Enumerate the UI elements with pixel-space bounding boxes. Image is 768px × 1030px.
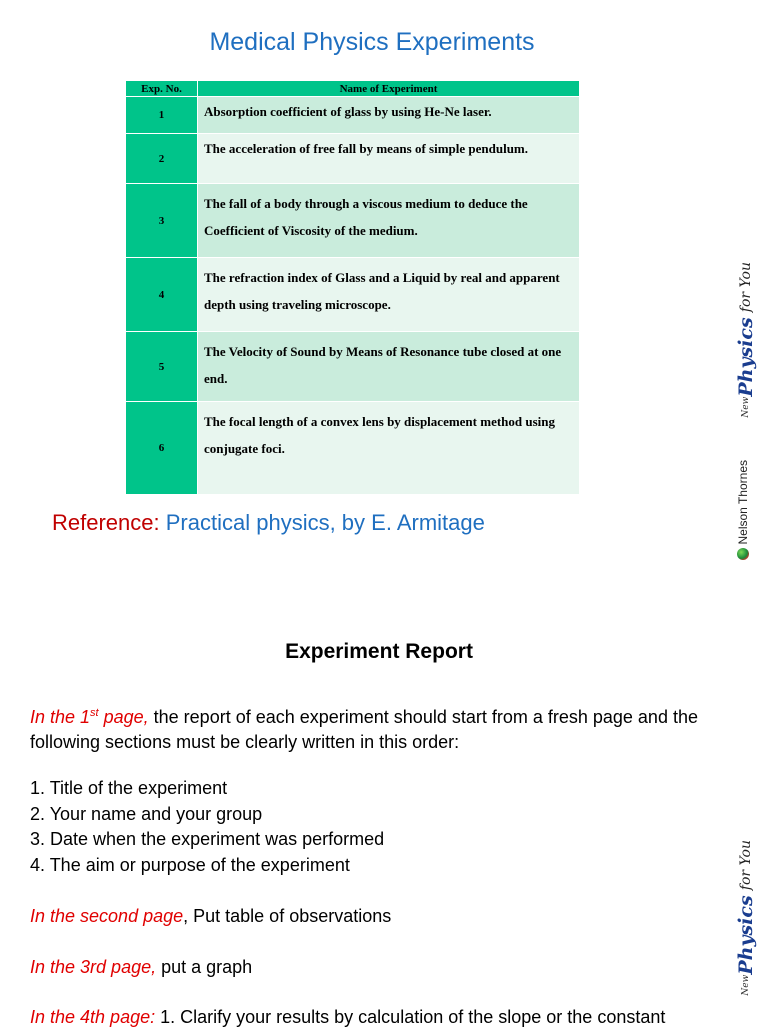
table-row <box>126 184 580 258</box>
exp-number: 2 <box>126 134 198 184</box>
first-page-text: the report of each experiment should start from a fresh page and the following sections must be clearly written in this order: <box>30 707 698 752</box>
list-item: 2. Your name and your group <box>30 803 263 824</box>
exp-name: Absorption coefficient of glass by using He-Ne laser. <box>198 97 580 134</box>
logo-new: New <box>741 974 751 996</box>
exp-name: The Velocity of Sound by Means of Resonance tube closed at one end. <box>198 332 580 402</box>
exp-number: 4 <box>126 258 198 332</box>
header-name-of-experiment: Name of Experiment <box>198 81 580 97</box>
reference-label: Reference: <box>52 510 160 535</box>
table-row <box>126 332 580 402</box>
logo-physics: Physics <box>735 895 757 975</box>
exp-name: The focal length of a convex lens by displacement method using conjugate foci. <box>198 402 580 495</box>
table-row <box>126 97 580 134</box>
reference-line <box>52 510 485 536</box>
report-paragraph-2 <box>30 904 745 929</box>
second-page-label: In the second page <box>30 906 184 926</box>
third-page-text: put a graph <box>156 957 253 977</box>
fourth-page-label: In the 4th page: <box>30 1007 156 1027</box>
exp-name: The fall of a body through a viscous medium to deduce the Coefficient of Viscosity of the medium. <box>198 184 580 258</box>
nelson-thornes-logo <box>733 460 753 575</box>
publisher-name: Nelson Thornes <box>736 460 750 545</box>
first-page-label-a: In the 1 <box>30 707 91 727</box>
table-row <box>126 258 580 332</box>
globe-icon <box>737 548 749 560</box>
list-item: 4. The aim or purpose of the experiment <box>30 854 350 875</box>
header-exp-no: Exp. No. <box>126 81 198 97</box>
exp-name: The refraction index of Glass and a Liquid by real and apparent depth using traveling microscope. <box>198 258 580 332</box>
exp-number: 1 <box>126 97 198 134</box>
first-page-label <box>30 707 149 727</box>
exp-number: 3 <box>126 184 198 258</box>
exp-name: The acceleration of free fall by means of simple pendulum. <box>198 134 580 184</box>
fourth-page-text: 1. Clarify your results by calculation of the slope or the constant <box>155 1007 666 1027</box>
logo-for-you: for You <box>738 840 754 891</box>
table-header-row <box>126 81 580 97</box>
page-title: Medical Physics Experiments <box>209 28 535 56</box>
exp-number: 6 <box>126 402 198 495</box>
table-row <box>126 402 580 495</box>
logo-physics: Physics <box>735 317 757 397</box>
report-paragraph-3 <box>30 955 745 980</box>
report-paragraph-4 <box>30 1005 745 1030</box>
report-paragraph-1 <box>30 701 745 755</box>
experiments-table <box>125 80 580 495</box>
physics-for-you-logo <box>731 262 761 418</box>
reference-value: Practical physics, by E. Armitage <box>165 510 485 535</box>
logo-new: New <box>741 396 751 418</box>
first-page-sup: st <box>90 707 99 719</box>
logo-for-you: for You <box>738 262 754 313</box>
first-page-label-b: page, <box>98 707 149 727</box>
report-sections-list <box>30 776 384 878</box>
list-item: 3. Date when the experiment was performed <box>30 829 385 849</box>
report-heading: Experiment Report <box>285 640 473 663</box>
second-page-text: , Put table of observations <box>183 906 392 926</box>
table-row <box>126 134 580 184</box>
third-page-label: In the 3rd page, <box>30 957 157 977</box>
list-item: 1. Title of the experiment <box>30 778 228 798</box>
exp-number: 5 <box>126 332 198 402</box>
